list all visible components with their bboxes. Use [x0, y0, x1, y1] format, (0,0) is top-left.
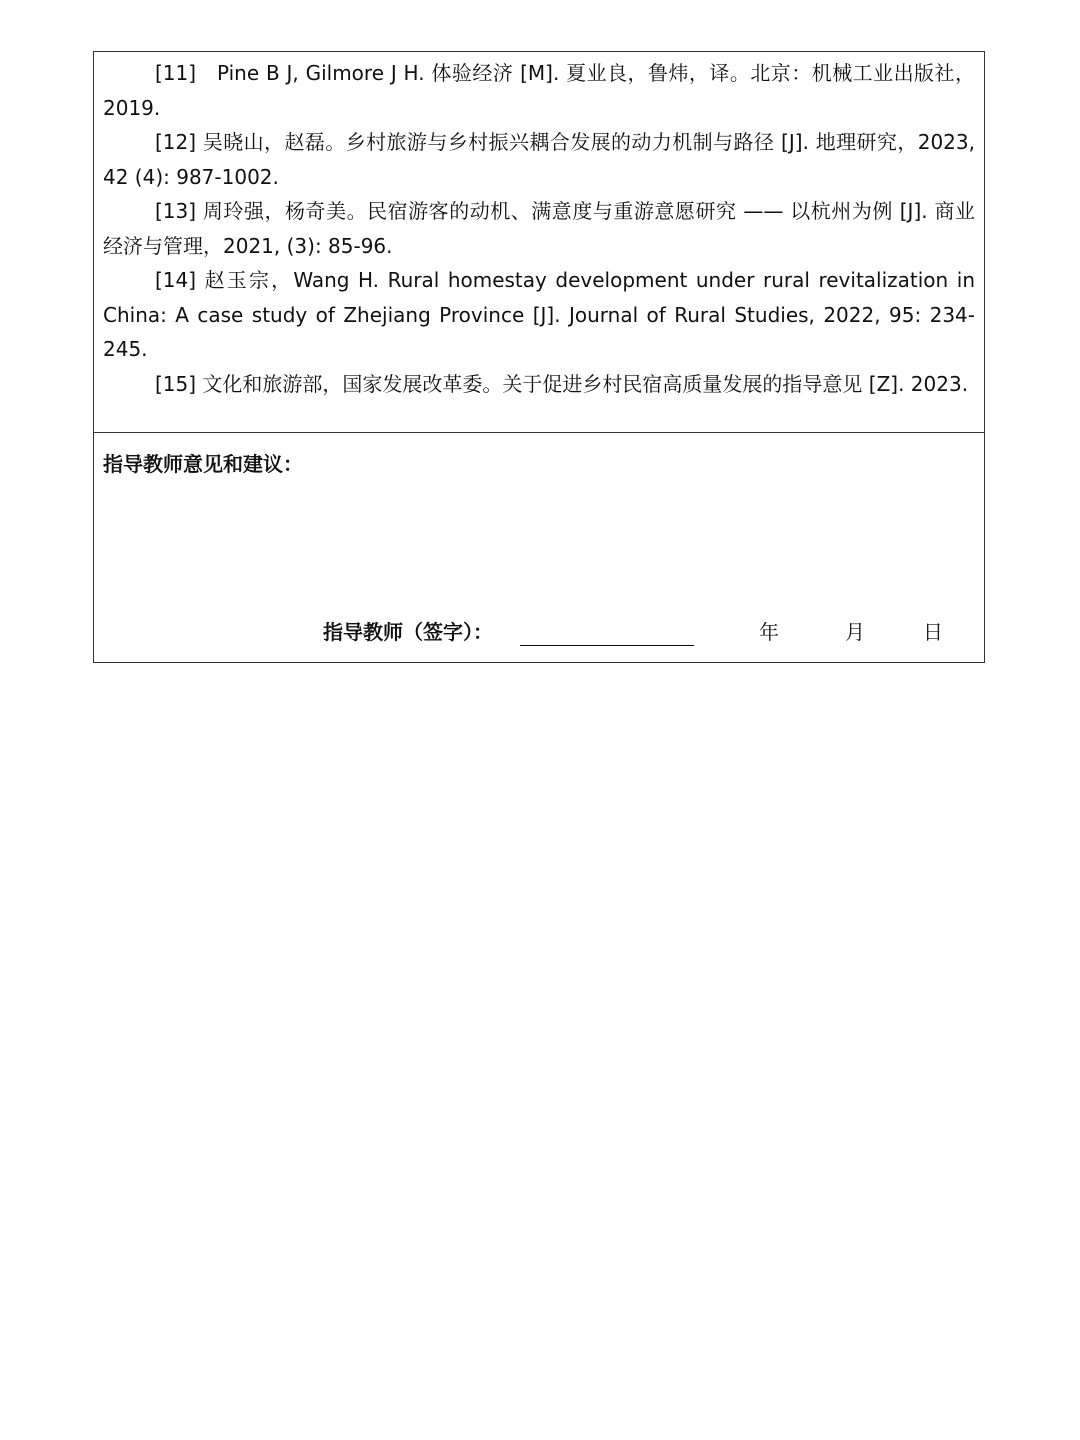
advisor-opinion-label: 指导教师意见和建议：	[103, 452, 303, 476]
signature-row	[323, 615, 963, 649]
reference-item: [15] 文化和旅游部，国家发展改革委。关于促进乡村民宿高质量发展的指导意见 [Z]. 2023.	[155, 371, 969, 396]
reference-item: [14] 赵玉宗，Wang H. Rural homestay development under rural revitalization in China: A case study of Zhejiang Province [J]. Journal of Rural Studies, 2022, 95: 234-245.	[103, 268, 975, 361]
signature-line[interactable]	[520, 645, 694, 646]
reference-item: [13] 周玲强，杨奇美。民宿游客的动机、满意度与重游意愿研究 —— 以杭州为例 [J]. 商业经济与管理，2021, (3): 85-96.	[103, 199, 975, 258]
advisor-signature-label: 指导教师（签字）：	[323, 620, 493, 644]
references-cell	[94, 52, 984, 433]
date-year-label: 年	[759, 620, 779, 644]
review-form-table	[93, 51, 985, 663]
advisor-opinion-cell	[94, 433, 984, 662]
reference-item: [11] Pine B J, Gilmore J H. 体验经济 [M]. 夏业良，鲁炜，译。北京：机械工业出版社，2019.	[103, 61, 975, 120]
reference-item: [12] 吴晓山，赵磊。乡村旅游与乡村振兴耦合发展的动力机制与路径 [J]. 地理研究，2023, 42 (4): 987-1002.	[103, 130, 975, 189]
date-month-label: 月	[845, 620, 865, 644]
date-day-label: 日	[923, 620, 943, 644]
